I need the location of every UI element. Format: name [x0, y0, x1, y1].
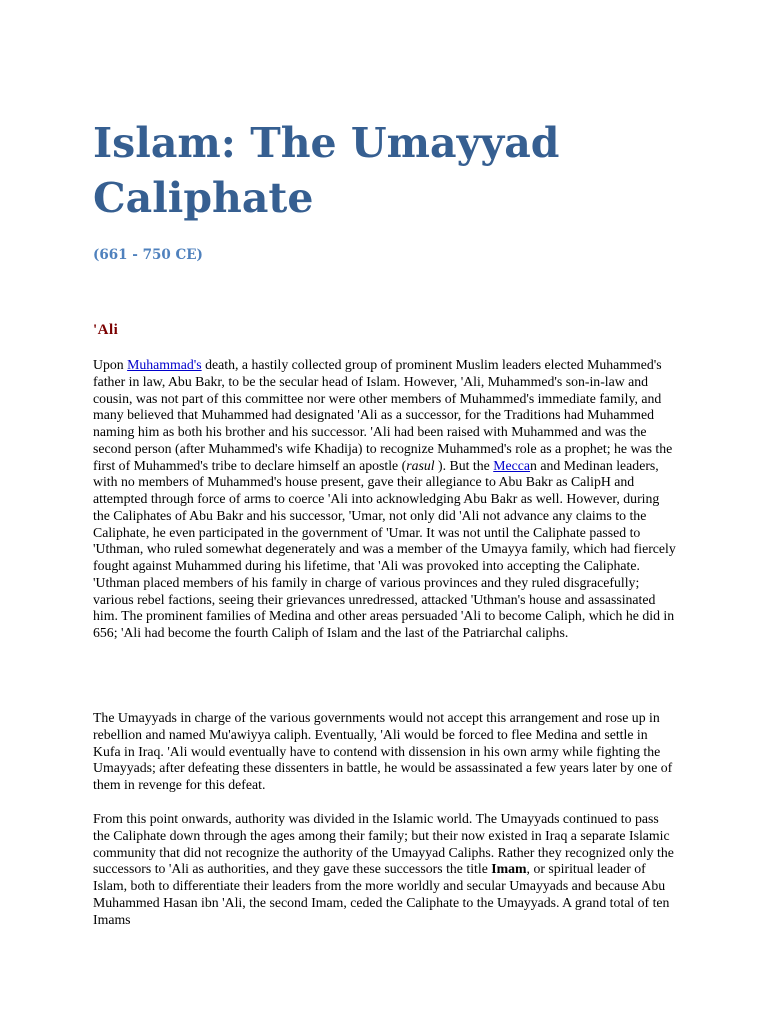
- paragraph-1-text: Upon: [93, 357, 128, 372]
- paragraph-2: The Umayyads in charge of the various governments would not accept this arrangement and rose up in rebellion and named Mu'awiyya caliph. Eventually, 'Ali would be forced to flee Medina and settle in Kufa in Iraq. 'Ali would eventually have to contend with dissension in his own army while fighting the Umayyads; after defeating these dissenters in battle, he would be assassinated a few years later by one of them in revenge for this defeat.: [93, 710, 673, 792]
- paragraph-1: [93, 357, 678, 642]
- paragraph-3-text: From this point onwards, authority was divided in the Islamic world. The Umayyads continued to pass the Caliphate down through the ages among their family; but their now existed in Iraq a separate Islamic community that did not recognize the authority of the Umayyad Caliphs. Rather they recognized only the successors to 'Ali as authorities, and they gave these successors the title: [93, 811, 674, 877]
- paragraph-1-text: n and Medinan leaders, with no members of Muhammed's house present, gave their allegiance to Abu Bakr as CalipH and attempted through force of arms to coerce 'Ali into acknowledging Abu Bakr as well. However, during the Caliphates of Abu Bakr and his successor, 'Umar, not only did 'Ali not advance any claims to the Caliphate, he even participated in the government of 'Umar. It was not until the Caliphate passed to 'Uthman, who ruled somewhat degenerately and was a member of the Umayya family, which had fiercely fought against Muhammed during his lifetime, that 'Ali was provoked into accepting the Caliphate. 'Uthman placed members of his family in charge of various provinces and they ruled disgracefully; various rebel factions, seeing their grievances unredressed, attacked 'Uthman's house and assassinated him. The prominent families of Medina and other areas persuaded 'Ali to become Caliph, which he did in 656; 'Ali had become the fourth Caliph of Islam and the last of the Patriarchal caliphs.: [93, 457, 676, 640]
- imam-term: Imam: [491, 861, 527, 877]
- muhammad-link[interactable]: Muhammad's: [127, 357, 202, 372]
- paragraph-3: [93, 811, 678, 928]
- paragraph-1-text: ). But the: [434, 457, 494, 473]
- paragraph-3-text: , or spiritual leader of Islam, both to differentiate their leaders from the more worldly and secular Umayyads and because Abu Muhammed Hasan ibn 'Ali, the second Imam, ceded the Caliphate to the Umayyads. A grand total of ten Imams: [93, 861, 670, 927]
- mecca-link[interactable]: Mecca: [493, 457, 530, 473]
- rasul-term: rasul: [406, 457, 435, 473]
- date-range-subtitle: (661 - 750 CE): [93, 247, 203, 263]
- section-heading-ali: 'Ali: [93, 322, 119, 338]
- page-title: Islam: The Umayyad Caliphate: [93, 119, 560, 222]
- paragraph-1-text: death, a hastily collected group of prominent Muslim leaders elected Muhammed's father in law, Abu Bakr, to be the secular head of Islam. However, 'Ali, Muhammed's son-in-law and cousin, was not part of this committee nor were other members of Muhammed's immediate family, and many believed that Muhammed had designated 'Ali as a successor, for the Traditions had Muhammed naming him as both his brother and his successor. 'Ali had been raised with Muhammed and was the second person (after Muhammed's wife Khadija) to recognize Muhammed's role as a prophet; he was the first of Muhammed's tribe to declare himself an apostle (: [93, 357, 673, 473]
